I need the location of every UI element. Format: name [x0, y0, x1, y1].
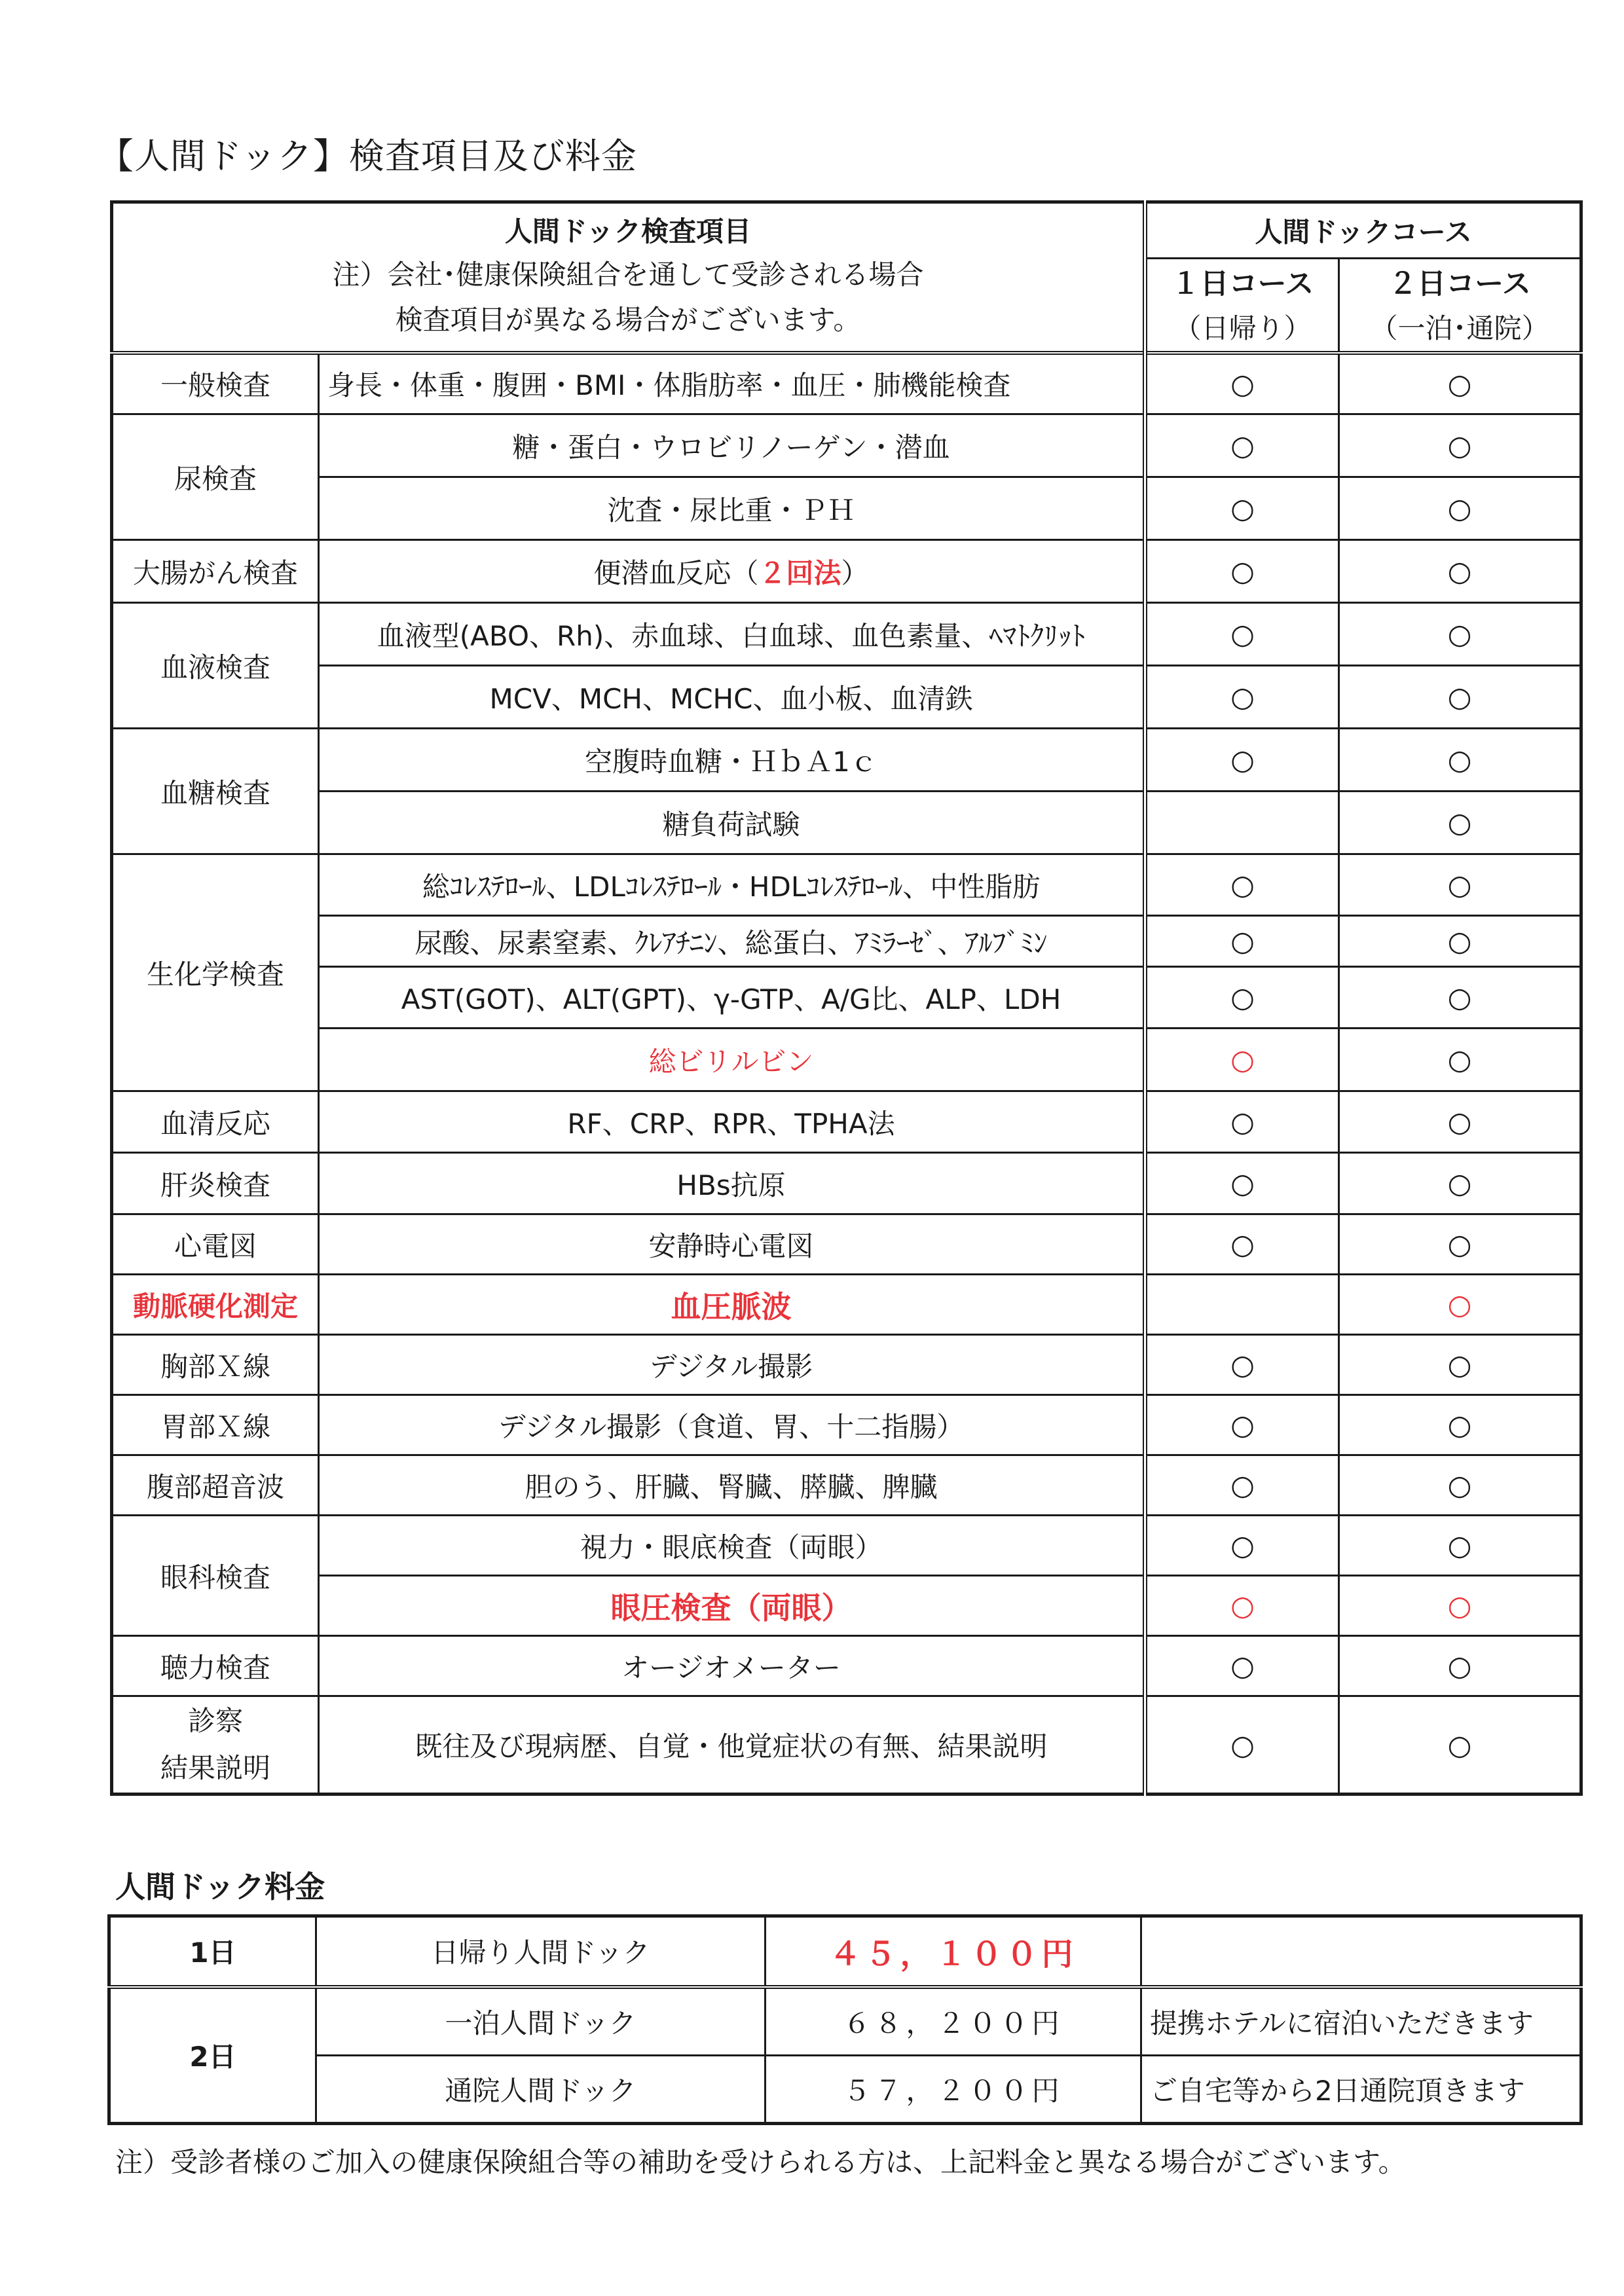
course2-header	[1339, 259, 1581, 353]
item-cell: 糖負荷試験	[319, 792, 1145, 854]
course2-mark: ○	[1339, 1029, 1581, 1091]
course2-name: ２日コース	[1388, 266, 1531, 301]
fee-day-label: 2日	[109, 1987, 316, 2124]
table-row	[112, 1275, 1581, 1335]
fee-note: ご自宅等から2日通院頂きます	[1141, 2055, 1581, 2123]
course2-mark: ○	[1339, 1696, 1581, 1795]
fee-section-title: 人間ドック料金	[115, 1869, 325, 1904]
table-row	[112, 967, 1581, 1029]
fee-price: ６８，２００円	[766, 1987, 1141, 2056]
item-cell: 総ｺﾚｽﾃﾛｰﾙ、LDLｺﾚｽﾃﾛｰﾙ・HDLｺﾚｽﾃﾛｰﾙ、中性脂肪	[319, 854, 1145, 916]
course-header: 人間ドックコース	[1145, 202, 1581, 259]
table-row	[109, 1916, 1581, 1987]
course1-mark: ○	[1145, 1636, 1339, 1696]
course1-header	[1145, 259, 1339, 353]
exam-items-table	[110, 200, 1583, 1796]
item-cell: 眼圧検査（両眼）	[319, 1576, 1145, 1636]
course2-mark: ○	[1339, 477, 1581, 540]
table-row	[112, 603, 1581, 666]
item-text-highlight: ２回法	[758, 556, 841, 589]
course1-mark: ○	[1145, 414, 1339, 477]
item-cell: 胆のう、肝臓、腎臓、膵臓、脾臓	[319, 1455, 1145, 1516]
table-row	[112, 1576, 1581, 1636]
category-cell	[112, 1696, 319, 1795]
table-row	[112, 1335, 1581, 1395]
table-row	[112, 792, 1581, 854]
course2-mark: ○	[1339, 1636, 1581, 1696]
course2-sub: （一泊･通院）	[1370, 312, 1549, 344]
category-cell: 心電図	[112, 1214, 319, 1275]
fee-note	[1141, 1916, 1581, 1987]
table-row	[109, 2055, 1581, 2123]
fee-course-name: 通院人間ドック	[316, 2055, 766, 2123]
table-row	[112, 414, 1581, 477]
item-text: ）	[841, 556, 869, 589]
items-header-note-2: 検査項目が異なる場合がございます。	[395, 304, 861, 337]
item-cell: HBs抗原	[319, 1153, 1145, 1214]
category-cell: 生化学検査	[112, 854, 319, 1091]
course1-mark: ○	[1145, 967, 1339, 1029]
item-cell: 尿酸、尿素窒素、ｸﾚｱﾁﾆﾝ、総蛋白、ｱﾐﾗｰｾﾞ、ｱﾙﾌﾞﾐﾝ	[319, 916, 1145, 967]
course1-mark: ○	[1145, 1029, 1339, 1091]
fee-course-name: 日帰り人間ドック	[316, 1916, 766, 1987]
table-row	[112, 729, 1581, 792]
category-cell: 胸部Ｘ線	[112, 1335, 319, 1395]
item-cell: 安静時心電図	[319, 1214, 1145, 1275]
course1-mark: ○	[1145, 1516, 1339, 1576]
course1-name: １日コース	[1171, 266, 1314, 301]
course1-mark: ○	[1145, 1576, 1339, 1636]
category-cell: 眼科検査	[112, 1516, 319, 1636]
item-cell: RF、CRP、RPR、TPHA法	[319, 1091, 1145, 1153]
item-cell: 視力・眼底検査（両眼）	[319, 1516, 1145, 1576]
item-cell: 沈査・尿比重・ＰＨ	[319, 477, 1145, 540]
course2-mark: ○	[1339, 353, 1581, 414]
item-cell: MCV、MCH、MCHC、血小板、血清鉄	[319, 666, 1145, 729]
table-row	[109, 1987, 1581, 2056]
category-cell: 肝炎検査	[112, 1153, 319, 1214]
category-line: 結果説明	[160, 1752, 270, 1784]
item-cell: 糖・蛋白・ウロビリノーゲン・潜血	[319, 414, 1145, 477]
course1-mark: ○	[1145, 477, 1339, 540]
item-cell: 空腹時血糖・ＨｂＡ1ｃ	[319, 729, 1145, 792]
course2-mark: ○	[1339, 1455, 1581, 1516]
category-cell: 動脈硬化測定	[112, 1275, 319, 1335]
items-header	[112, 202, 1145, 353]
course1-mark: ○	[1145, 353, 1339, 414]
course1-mark: ○	[1145, 854, 1339, 916]
fee-price: ５７，２００円	[766, 2055, 1141, 2123]
category-cell: 一般検査	[112, 353, 319, 414]
course1-mark: ○	[1145, 916, 1339, 967]
course2-mark: ○	[1339, 1576, 1581, 1636]
course1-mark	[1145, 1275, 1339, 1335]
course1-mark: ○	[1145, 729, 1339, 792]
course2-mark: ○	[1339, 854, 1581, 916]
item-cell: デジタル撮影	[319, 1335, 1145, 1395]
course2-mark: ○	[1339, 414, 1581, 477]
course2-mark: ○	[1339, 1091, 1581, 1153]
items-header-note-1: 注）会社･健康保険組合を通して受診される場合	[332, 259, 924, 291]
course2-mark: ○	[1339, 1335, 1581, 1395]
fee-price: ４５，１００円	[766, 1916, 1141, 1987]
table-row	[112, 1696, 1581, 1795]
category-line: 診察	[187, 1705, 243, 1737]
fee-note: 提携ホテルに宿泊いただきます	[1141, 1987, 1581, 2056]
course2-mark: ○	[1339, 916, 1581, 967]
course2-mark: ○	[1339, 967, 1581, 1029]
fee-course-name: 一泊人間ドック	[316, 1987, 766, 2056]
item-text: 便潜血反応（	[593, 556, 759, 589]
item-cell	[319, 540, 1145, 603]
course1-mark: ○	[1145, 666, 1339, 729]
course1-mark	[1145, 792, 1339, 854]
course1-sub: （日帰り）	[1173, 312, 1312, 344]
item-cell: 総ビリルビン	[319, 1029, 1145, 1091]
course1-mark: ○	[1145, 1153, 1339, 1214]
table-row	[112, 540, 1581, 603]
item-cell: 既往及び現病歴、自覚・他覚症状の有無、結果説明	[319, 1696, 1145, 1795]
category-cell: 血清反応	[112, 1091, 319, 1153]
course1-mark: ○	[1145, 1455, 1339, 1516]
item-cell: オージオメーター	[319, 1636, 1145, 1696]
table-row	[112, 1636, 1581, 1696]
course2-mark: ○	[1339, 1214, 1581, 1275]
page-title: 【人間ドック】検査項目及び料金	[98, 136, 637, 177]
category-cell: 血糖検査	[112, 729, 319, 854]
table-row	[112, 1455, 1581, 1516]
table-row	[112, 666, 1581, 729]
course1-mark: ○	[1145, 540, 1339, 603]
course1-mark: ○	[1145, 1335, 1339, 1395]
fee-day-label: 1日	[109, 1916, 316, 1987]
course2-mark: ○	[1339, 666, 1581, 729]
fee-table	[107, 1914, 1583, 2125]
course2-mark: ○	[1339, 792, 1581, 854]
item-cell: デジタル撮影（食道、胃、十二指腸）	[319, 1395, 1145, 1455]
course1-mark: ○	[1145, 1395, 1339, 1455]
course2-mark: ○	[1339, 603, 1581, 666]
category-cell: 血液検査	[112, 603, 319, 729]
course2-mark: ○	[1339, 1516, 1581, 1576]
category-cell: 胃部Ｘ線	[112, 1395, 319, 1455]
table-row	[112, 353, 1581, 414]
table-row	[112, 1395, 1581, 1455]
course1-mark: ○	[1145, 603, 1339, 666]
course1-mark: ○	[1145, 1091, 1339, 1153]
category-cell: 腹部超音波	[112, 1455, 319, 1516]
item-cell: 血液型(ABO、Rh)、赤血球、白血球、血色素量、ﾍﾏﾄｸﾘｯﾄ	[319, 603, 1145, 666]
footer-note: 注）受診者様のご加入の健康保険組合等の補助を受けられる方は、上記料金と異なる場合がございます。	[115, 2146, 1406, 2178]
table-row	[112, 1214, 1581, 1275]
table-row	[112, 1029, 1581, 1091]
table-row	[112, 1091, 1581, 1153]
item-cell: 血圧脈波	[319, 1275, 1145, 1335]
table-row	[112, 854, 1581, 916]
category-cell: 大腸がん検査	[112, 540, 319, 603]
course2-mark: ○	[1339, 1153, 1581, 1214]
course2-mark: ○	[1339, 1395, 1581, 1455]
course1-mark: ○	[1145, 1214, 1339, 1275]
table-row	[112, 1516, 1581, 1576]
table-row	[112, 1153, 1581, 1214]
category-cell: 聴力検査	[112, 1636, 319, 1696]
table-row	[112, 477, 1581, 540]
item-cell: 身長・体重・腹囲・BMI・体脂肪率・血圧・肺機能検査	[319, 353, 1145, 414]
course2-mark: ○	[1339, 1275, 1581, 1335]
table-row	[112, 916, 1581, 967]
course2-mark: ○	[1339, 540, 1581, 603]
category-cell: 尿検査	[112, 414, 319, 540]
course2-mark: ○	[1339, 729, 1581, 792]
course1-mark: ○	[1145, 1696, 1339, 1795]
items-header-title: 人間ドック検査項目	[504, 215, 752, 248]
item-cell: AST(GOT)、ALT(GPT)、γ-GTP、A/G比、ALP、LDH	[319, 967, 1145, 1029]
